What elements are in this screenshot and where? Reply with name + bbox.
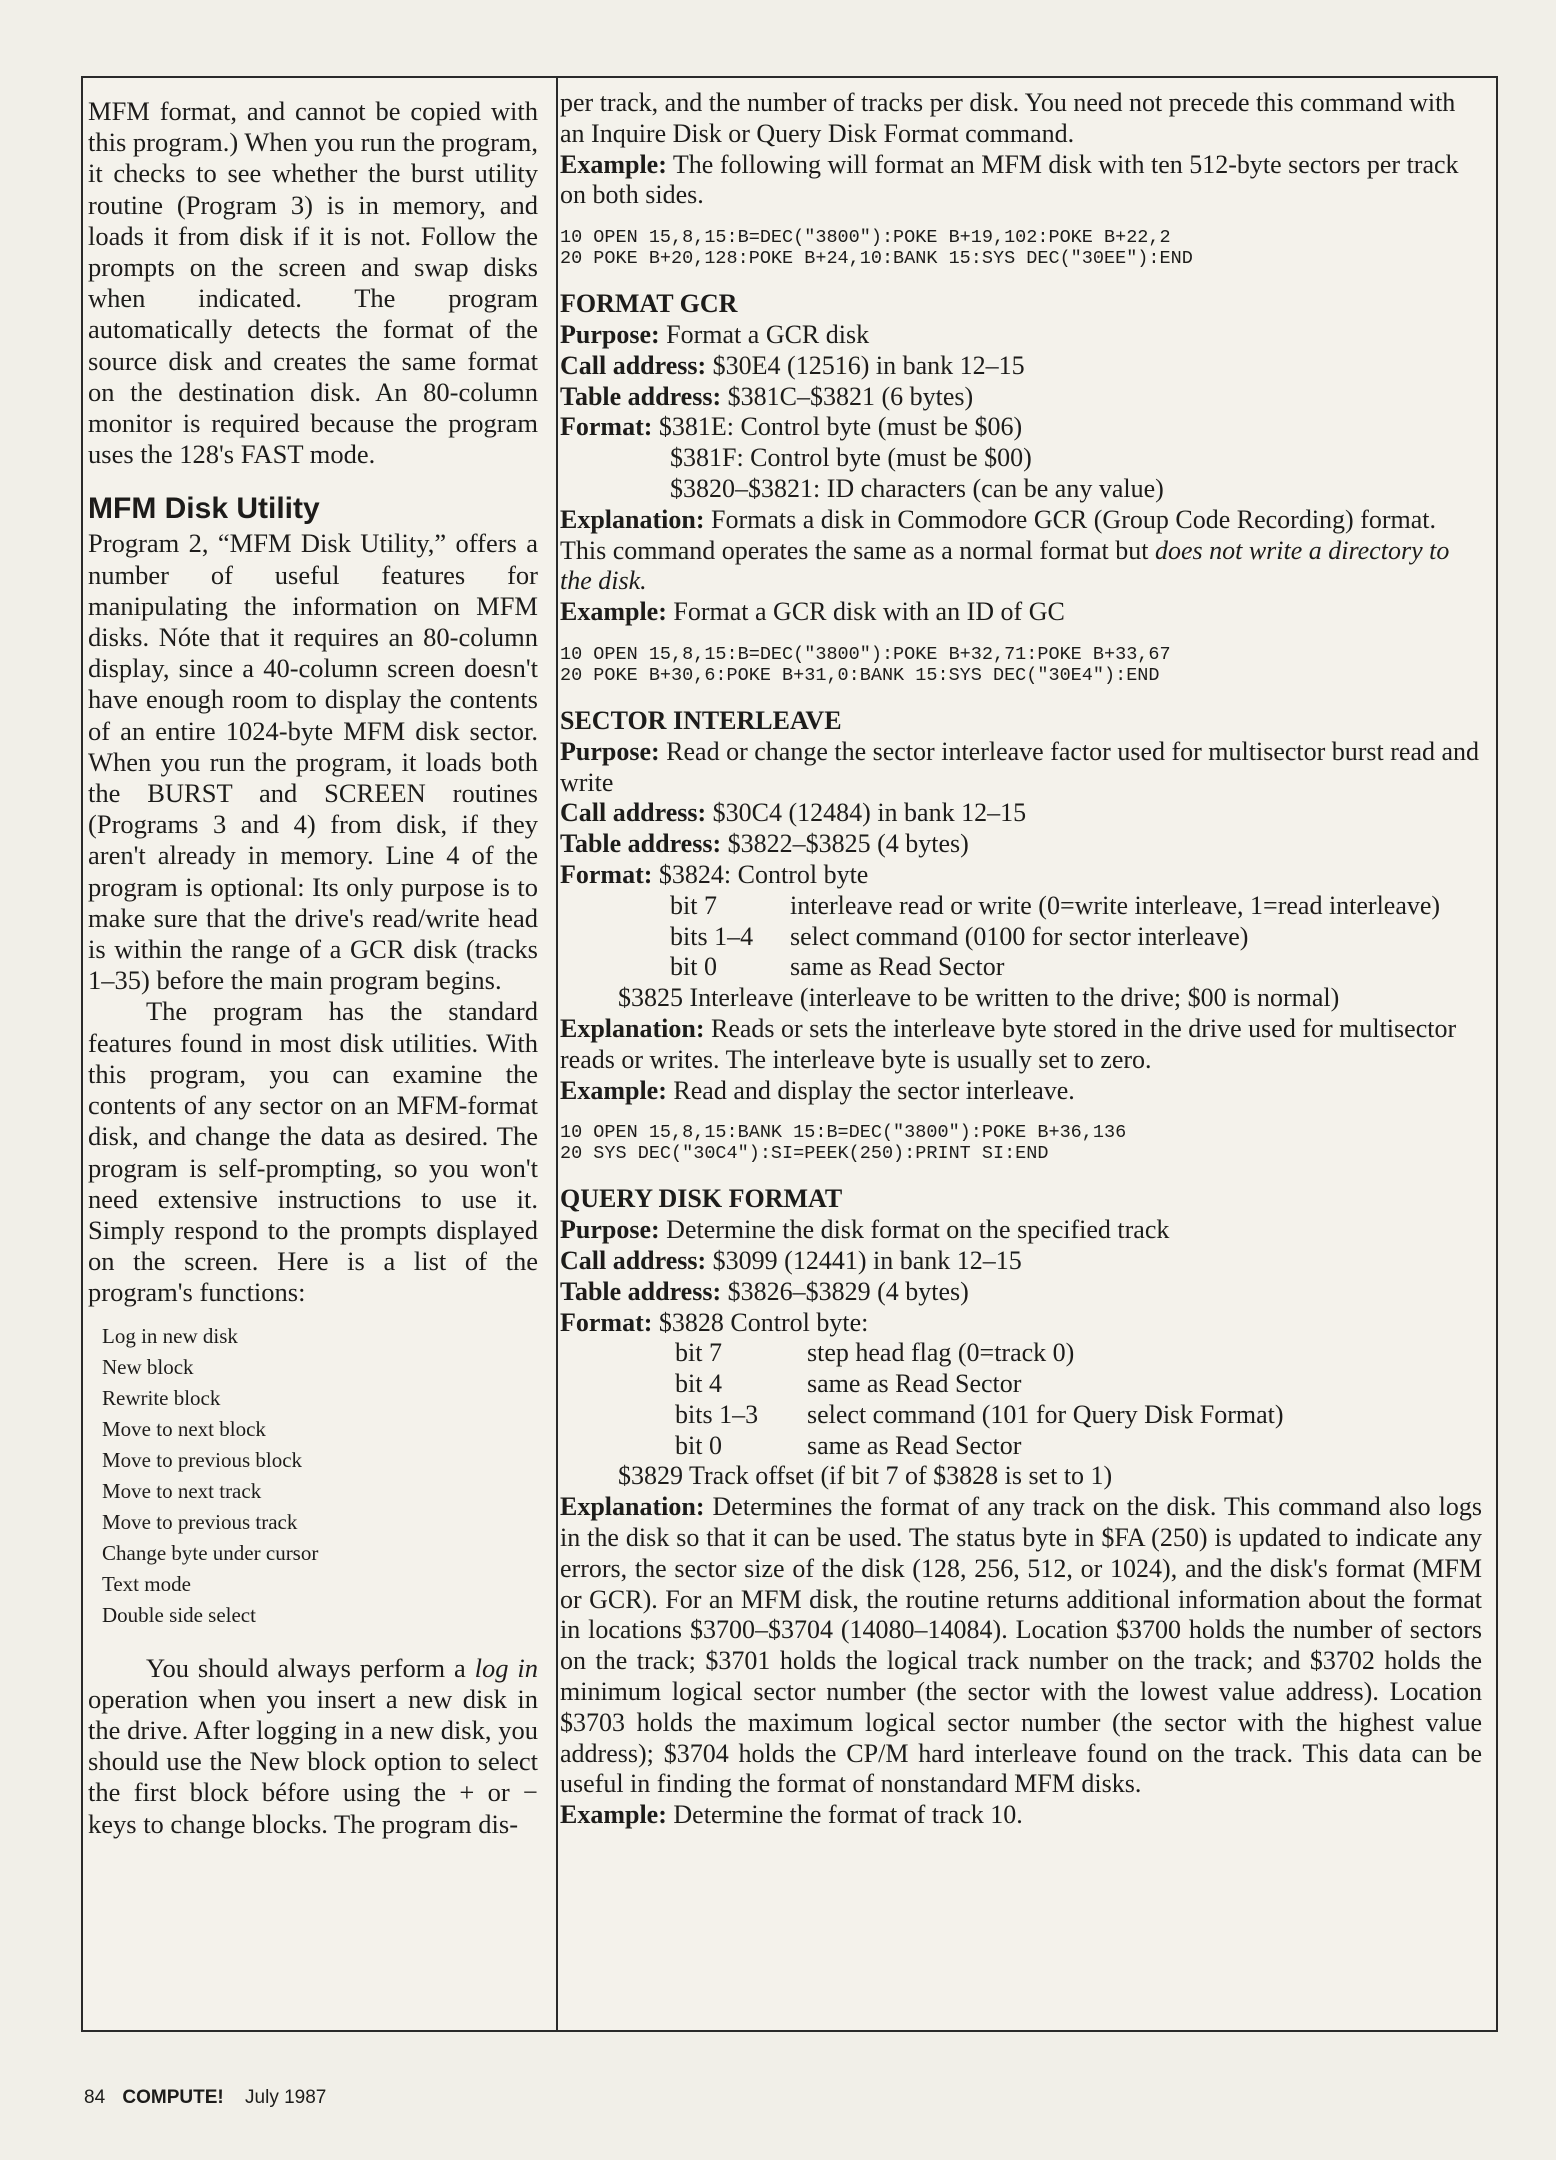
function-list — [102, 1321, 538, 1631]
left-intro: MFM format, and cannot be copied with this program.) When you run the program, it checks to see whether the burst utility routine (Program 3) is in memory, and loads it from disk if it is not. Follow the prompts on the screen and swap disks when indicated. The program automatically detects the format of the source disk and creates the same format on the destination disk. An 80-column monitor is required because the program uses the 128's FAST mode. — [88, 96, 538, 470]
list-item: Move to next block — [102, 1416, 266, 1441]
query-call-address: Call address: $3099 (12441) in bank 12–15 — [560, 1245, 1022, 1275]
code-listing-format-gcr: 10 OPEN 15,8,15:B=DEC("3800"):POKE B+32,71:POKE B+33,67 20 POKE B+30,6:POKE B+31,0:BANK 15:SYS DEC("30E4"):END — [560, 643, 1171, 686]
query-purpose: Purpose: Determine the disk format on the specified track — [560, 1215, 1170, 1245]
query-bit-row: bits 1–3 select command (101 for Query Disk Format) — [675, 1399, 1284, 1429]
list-item: Move to previous track — [102, 1509, 298, 1534]
interleave-bit-row: bits 1–4 select command (0100 for sector interleave) — [670, 921, 1249, 951]
gcr-format-line-3: $3820–$3821: ID characters (can be any value) — [670, 473, 1164, 503]
list-item: New block — [102, 1354, 194, 1379]
query-track-offset-note: $3829 Track offset (if bit 7 of $3828 is set to 1) — [618, 1461, 1113, 1491]
log-in-emphasis: log in — [474, 1652, 538, 1683]
gcr-explanation: Explanation: Formats a disk in Commodore GCR (Group Code Recording) format. This command operates the same as a normal format but does not write a directory to the disk. — [560, 504, 1450, 596]
gcr-purpose: Purpose: Format a GCR disk — [560, 319, 870, 349]
left-column — [88, 96, 538, 1840]
magazine-name: COMPUTE! — [122, 2087, 224, 2108]
interleave-purpose: Purpose: Read or change the sector interleave factor used for multisector burst read and write — [560, 736, 1480, 797]
list-item: Change byte under cursor — [102, 1540, 319, 1565]
list-item: Rewrite block — [102, 1385, 221, 1410]
interleave-example: Example: Read and display the sector interleave. — [560, 1075, 1075, 1105]
section-title-sector-interleave: SECTOR INTERLEAVE — [560, 705, 842, 735]
list-item: Log in new disk — [102, 1323, 238, 1348]
gcr-call-address: Call address: $30E4 (12516) in bank 12–15 — [560, 350, 1025, 380]
query-explanation: Explanation: Determines the format of any track on the disk. This command also logs in the disk so that it can be used. The status byte in $FA (250) is updated to indicate any errors, the sector size of the disk (128, 256, 512, or 1024), and the disk's format (MFM or GCR). For an MFM disk, the routine returns additional information about the format in locations $3700–$3704 (14080–14084). Location $3700 holds the number of sectors on the track; $3701 holds the logical track number on the track; and $3702 holds the minimum logical sector number (the sector with the lowest value address). Location $3703 holds the maximum logical sector number (the sector with the highest value address); $3704 holds the CP/M hard interleave found on the track. This data can be useful in finding the format of nonstandard MFM disks. — [560, 1492, 1482, 1799]
interleave-bit-row: bit 7 interleave read or write (0=write interleave, 1=read interleave) — [670, 890, 1441, 920]
interleave-bit-row: bit 0 same as Read Sector — [670, 952, 1005, 982]
section-title-format-gcr: FORMAT GCR — [560, 289, 738, 319]
gcr-format-line-2: $381F: Control byte (must be $00) — [670, 443, 1032, 473]
interleave-explanation: Explanation: Reads or sets the interleave byte stored in the drive used for multisector reads or writes. The interleave byte is usually set to zero. — [560, 1013, 1457, 1074]
list-item: Double side select — [102, 1602, 256, 1627]
page-footer — [84, 2087, 326, 2109]
right-column — [560, 88, 1482, 1831]
query-bit-row: bit 4 same as Read Sector — [675, 1369, 1022, 1399]
list-item: Move to next track — [102, 1478, 262, 1503]
query-bit-row: bit 0 same as Read Sector — [675, 1430, 1022, 1460]
section-heading-mfm-disk-utility: MFM Disk Utility — [88, 492, 320, 526]
code-listing-format-mfm: 10 OPEN 15,8,15:B=DEC("3800"):POKE B+19,102:POKE B+22,2 20 POKE B+20,128:POKE B+24,10:BANK 15:SYS DEC("30EE"):END — [560, 227, 1193, 270]
interleave-call-address: Call address: $30C4 (12484) in bank 12–15 — [560, 798, 1027, 828]
column-divider — [556, 76, 558, 2032]
left-para-3: You should always perform a log in operation when you insert a new disk in the drive. After logging in a new disk, you should use the New block option to select the first block béfore using the + or − keys to change blocks. The program dis- — [88, 1652, 538, 1839]
interleave-table-address: Table address: $3822–$3825 (4 bytes) — [560, 829, 969, 859]
issue-date: July 1987 — [245, 2087, 327, 2108]
gcr-table-address: Table address: $381C–$3821 (6 bytes) — [560, 381, 974, 411]
list-item: Text mode — [102, 1571, 191, 1596]
interleave-byte-note: $3825 Interleave (interleave to be written to the drive; $00 is normal) — [618, 983, 1340, 1013]
left-para-1: Program 2, “MFM Disk Utility,” offers a number of useful features for manipulating the information on MFM disks. Nóte that it requires an 80-column display, since a 40-column screen doesn't have enough room to display the contents of an entire 1024-byte MFM disk sector. When you run the program, it loads both the BURST and SCREEN routines (Programs 3 and 4) from disk, if they aren't already in memory. Line 4 of the program is optional: Its only purpose is to make sure that the drive's read/write head is within the range of a GCR disk (tracks 1–35) before the main program begins. — [88, 528, 538, 996]
query-example: Example: Determine the format of track 10. — [560, 1800, 1023, 1830]
example-mfm-format: Example: The following will format an MFM disk with ten 512-byte sectors per track on both sides. — [560, 149, 1459, 210]
page-number: 84 — [84, 2087, 106, 2108]
query-bit-row: bit 7 step head flag (0=track 0) — [675, 1338, 1075, 1368]
section-title-query-disk-format: QUERY DISK FORMAT — [560, 1184, 843, 1214]
query-format: Format: $3828 Control byte: — [560, 1307, 869, 1337]
query-table-address: Table address: $3826–$3829 (4 bytes) — [560, 1276, 969, 1306]
interleave-format: Format: $3824: Control byte — [560, 859, 869, 889]
list-item: Move to previous block — [102, 1447, 303, 1472]
gcr-format: Format: $381E: Control byte (must be $06) — [560, 412, 1023, 442]
left-para-2: The program has the standard features found in most disk utilities. With this program, you can examine the contents of any sector on an MFM-format disk, and change the data as desired. The program is self-prompting, so you won't need extensive instructions to use it. Simply respond to the prompts displayed on the screen. Here is a list of the program's functions: — [88, 996, 538, 1308]
gcr-example: Example: Format a GCR disk with an ID of GC — [560, 597, 1065, 627]
code-listing-sector-interleave: 10 OPEN 15,8,15:BANK 15:B=DEC("3800"):POKE B+36,136 20 SYS DEC("30C4"):SI=PEEK(250):PRINT SI:END — [560, 1122, 1127, 1165]
right-intro: per track, and the number of tracks per disk. You need not precede this command with an Inquire Disk or Query Disk Format command. — [560, 88, 1456, 148]
